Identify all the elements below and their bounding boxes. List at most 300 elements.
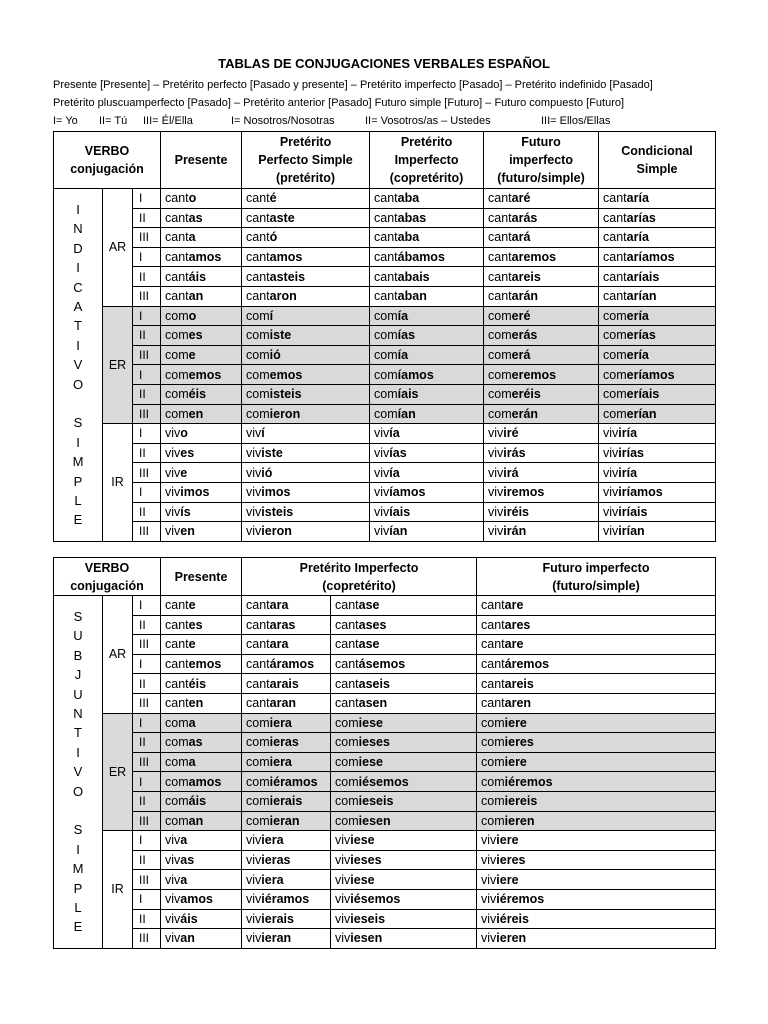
person-number: I — [133, 189, 161, 209]
mood-letter: T — [74, 725, 82, 741]
verb-ending: ase — [358, 637, 380, 652]
conjugation-cell — [242, 752, 331, 772]
conjugation-cell — [477, 713, 716, 733]
verb-ending: arais — [269, 676, 299, 691]
verb-group-ar: AR — [103, 189, 133, 307]
verb-ending: ía — [389, 465, 400, 480]
person-number: I — [133, 482, 161, 502]
verb-stem: cant — [165, 696, 189, 711]
conjugation-cell — [484, 247, 599, 267]
verb-stem: viv — [165, 524, 181, 539]
person-number: III — [133, 929, 161, 949]
conjugation-cell — [242, 674, 331, 694]
conjugation-cell — [484, 208, 599, 228]
mood-letter: I — [76, 744, 80, 760]
verb-ending: iesen — [358, 813, 391, 828]
verb-ending: amos — [188, 774, 222, 789]
verb-stem: com — [374, 406, 398, 421]
header-line: Simple — [636, 162, 678, 176]
verb-stem: com — [165, 755, 189, 770]
verb-stem: cant — [165, 598, 189, 613]
mood-letter: V — [73, 357, 83, 373]
verb-stem: com — [374, 348, 398, 363]
verb-ending: aren — [504, 696, 532, 711]
verb-stem: viv — [603, 446, 619, 461]
person-number: III — [133, 345, 161, 365]
verb-ending: en — [188, 406, 204, 421]
verb-stem: viv — [246, 853, 262, 868]
header-line: Pretérito — [279, 135, 332, 149]
verb-ending: iera — [269, 755, 292, 770]
verb-ending: emos — [269, 367, 303, 382]
conjugation-cell — [484, 384, 599, 404]
perfecto-header — [242, 132, 370, 189]
verb-stem: viv — [335, 892, 351, 907]
conjugation-cell — [331, 850, 477, 870]
verb-stem: com — [165, 406, 189, 421]
conjugation-cell — [331, 831, 477, 851]
verb-ending: irían — [618, 524, 645, 539]
imperfecto-header — [370, 132, 484, 189]
verb-stem: cant — [246, 250, 270, 265]
conjugation-cell — [242, 522, 370, 542]
verb-stem: cant — [481, 696, 505, 711]
conjugation-cell — [370, 443, 484, 463]
conjugation-cell — [161, 189, 242, 209]
verb-stem: viv — [481, 911, 497, 926]
conjugation-cell — [484, 424, 599, 444]
conjugation-cell — [242, 831, 331, 851]
conjugation-cell — [161, 424, 242, 444]
header-line: (copretérito) — [322, 578, 396, 593]
verb-stem: cant — [488, 269, 512, 284]
verb-ending: irás — [503, 446, 526, 461]
conjugation-cell — [161, 326, 242, 346]
verb-ending: aríamos — [626, 250, 675, 265]
verb-stem: com — [335, 735, 359, 750]
verb-stem: cant — [165, 191, 189, 206]
conjugation-cell — [331, 733, 477, 753]
mood-letter: D — [73, 240, 83, 256]
header-line: (futuro/simple) — [497, 171, 585, 185]
verb-ending: iese — [358, 715, 383, 730]
verb-stem: com — [165, 328, 189, 343]
verb-stem: com — [481, 755, 505, 770]
table-row — [54, 791, 716, 811]
verb-ending: iese — [350, 872, 375, 887]
verb-stem: cant — [481, 676, 505, 691]
verb-ending: eréis — [511, 387, 541, 402]
conjugation-cell — [599, 482, 716, 502]
conjugation-cell — [370, 228, 484, 248]
conjugation-cell — [477, 791, 716, 811]
conjugation-cell — [161, 482, 242, 502]
verb-ending: ías — [389, 446, 407, 461]
mood-letter: P — [73, 880, 83, 896]
verb-ending: aríais — [626, 269, 660, 284]
verb-ending: iríamos — [618, 485, 663, 500]
conjugation-cell — [161, 345, 242, 365]
verb-ending: erás — [511, 328, 538, 343]
verb-ending: aría — [626, 230, 649, 245]
verb-stem: com — [165, 715, 189, 730]
conjugation-cell — [484, 286, 599, 306]
verb-stem: cant — [335, 696, 359, 711]
conjugation-cell — [242, 713, 331, 733]
header-line: (pretérito) — [276, 171, 336, 185]
verb-ending: aremos — [511, 250, 557, 265]
verb-ending: ieran — [269, 813, 300, 828]
person-number: III — [133, 286, 161, 306]
conjugation-cell — [161, 384, 242, 404]
verb-stem: cant — [374, 191, 398, 206]
person-number: I — [133, 772, 161, 792]
conjugation-cell — [370, 404, 484, 424]
mood-letter: A — [73, 298, 83, 314]
verb-stem: cant — [603, 191, 627, 206]
verb-ending: iéremos — [496, 892, 545, 907]
verb-ending: eré — [511, 308, 531, 323]
conjugation-cell — [161, 502, 242, 522]
person-number: II — [133, 326, 161, 346]
legend-item: I= Nosotros/Nosotras — [231, 115, 335, 127]
verb-stem: viv — [481, 892, 497, 907]
verb-ending: iéramos — [261, 892, 310, 907]
header-line: Condicional — [621, 144, 693, 158]
verb-ending: iésemos — [350, 892, 401, 907]
verb-stem: viv — [165, 833, 181, 848]
conjugation-cell — [331, 772, 477, 792]
verb-ending: aste — [269, 210, 295, 225]
table-row — [54, 733, 716, 753]
verb-stem: cant — [374, 269, 398, 284]
verb-stem: cant — [165, 269, 189, 284]
verb-ending: en — [180, 524, 195, 539]
conjugation-cell — [477, 654, 716, 674]
verb-stem: viv — [488, 504, 504, 519]
verb-stem: viv — [374, 446, 390, 461]
verb-stem: com — [335, 794, 359, 809]
conjugation-cell — [477, 752, 716, 772]
verb-ending: éis — [188, 676, 207, 691]
verb-stem: com — [603, 348, 627, 363]
verb-ending: ase — [358, 598, 380, 613]
verb-stem: com — [165, 387, 189, 402]
table-row — [54, 772, 716, 792]
verb-ending: iesen — [350, 931, 383, 946]
conjugation-cell — [161, 522, 242, 542]
conjugation-cell — [242, 791, 331, 811]
mood-letter: M — [72, 861, 84, 877]
legend-item: II= Vosotros/as – Ustedes — [365, 115, 491, 127]
conjugation-cell — [477, 889, 716, 909]
verb-stem: com — [481, 813, 505, 828]
mood-label — [54, 189, 103, 542]
verb-group-er: ER — [103, 713, 133, 831]
verb-ending: aran — [269, 696, 297, 711]
conjugation-cell — [599, 443, 716, 463]
verb-ending: eremos — [511, 367, 557, 382]
table-row — [54, 286, 716, 306]
table-row — [54, 870, 716, 890]
verb-ending: abais — [397, 269, 430, 284]
conjugation-cell — [484, 306, 599, 326]
table-row — [54, 228, 716, 248]
conjugation-cell — [242, 326, 370, 346]
verb-stem: viv — [488, 446, 504, 461]
verb-ending: e — [188, 598, 196, 613]
conjugation-cell — [242, 811, 331, 831]
verb-stem: com — [246, 794, 270, 809]
verb-ending: ían — [389, 524, 408, 539]
verb-ending: ierais — [261, 911, 294, 926]
conjugation-cell — [242, 208, 370, 228]
conjugation-cell — [161, 654, 242, 674]
verb-stem: cant — [488, 250, 512, 265]
verb-ending: es — [188, 617, 203, 632]
conjugation-cell — [484, 404, 599, 424]
mood-letter: N — [73, 705, 83, 721]
conjugation-cell — [242, 772, 331, 792]
verb-ending: o — [188, 191, 197, 206]
verb-stem: cant — [488, 210, 512, 225]
verb-ending: en — [188, 696, 204, 711]
verb-ending: imos — [180, 485, 210, 500]
conjugation-cell — [370, 286, 484, 306]
table-row — [54, 654, 716, 674]
table-row — [54, 635, 716, 655]
verb-stem: com — [246, 387, 270, 402]
conjugation-cell — [599, 345, 716, 365]
verb-ending: isteis — [269, 387, 302, 402]
person-number: I — [133, 365, 161, 385]
table-row — [54, 267, 716, 287]
conjugation-cell — [477, 772, 716, 792]
person-number: III — [133, 811, 161, 831]
verb-ending: a — [188, 715, 196, 730]
mood-letter: S — [73, 608, 83, 624]
verb-ending: ería — [626, 308, 649, 323]
table-row — [54, 929, 716, 949]
verb-ending: arán — [511, 289, 539, 304]
conjugation-cell — [161, 791, 242, 811]
conjugation-cell — [242, 850, 331, 870]
verb-ending: é — [269, 191, 277, 206]
table-row — [54, 247, 716, 267]
verb-stem: viv — [603, 485, 619, 500]
person-number: II — [133, 733, 161, 753]
mood-letter: N — [73, 221, 83, 237]
verb-stem: com — [335, 813, 359, 828]
verb-stem: viv — [246, 524, 262, 539]
verb-ending: íamos — [389, 485, 426, 500]
verb-stem: viv — [246, 872, 262, 887]
conjugation-cell — [331, 674, 477, 694]
verb-ending: iéremos — [504, 774, 553, 789]
header-verbo: VERBO — [84, 560, 130, 575]
verb-stem: cant — [246, 617, 270, 632]
verb-group-er: ER — [103, 306, 133, 424]
verb-ending: as — [180, 853, 195, 868]
conjugation-cell — [242, 247, 370, 267]
verb-stem: cant — [481, 657, 505, 672]
conjugation-cell — [242, 384, 370, 404]
conjugation-cell — [242, 615, 331, 635]
verb-ending: an — [188, 289, 204, 304]
conjugation-cell — [161, 693, 242, 713]
verb-stem: com — [374, 367, 398, 382]
verb-ending: í — [269, 308, 274, 323]
verb-stem: cant — [165, 617, 189, 632]
verb-ending: e — [180, 465, 188, 480]
verb-stem: cant — [246, 637, 270, 652]
verbo-conjugacion-header — [54, 558, 161, 596]
indicative-table — [53, 131, 716, 542]
table-row — [54, 424, 716, 444]
verb-stem: viv — [481, 853, 497, 868]
verb-ending: as — [188, 735, 203, 750]
verb-stem: cant — [603, 230, 627, 245]
verb-ending: iría — [618, 426, 638, 441]
person-number: I — [133, 424, 161, 444]
conjugation-cell — [242, 502, 370, 522]
verb-stem: com — [481, 715, 505, 730]
verb-stem: viv — [165, 446, 181, 461]
verb-ending: irán — [503, 524, 527, 539]
verb-stem: cant — [246, 230, 270, 245]
header-line: Futuro imperfecto — [542, 560, 650, 575]
table-row — [54, 208, 716, 228]
conjugation-cell — [484, 502, 599, 522]
verb-ending: ábamos — [397, 250, 445, 265]
conjugation-cell — [599, 247, 716, 267]
verb-ending: a — [180, 872, 188, 887]
conjugation-cell — [161, 286, 242, 306]
conjugation-cell — [242, 404, 370, 424]
mood-letter: O — [72, 783, 84, 799]
verb-ending: irías — [618, 446, 645, 461]
verb-stem: cant — [374, 230, 398, 245]
verb-stem: cant — [165, 637, 189, 652]
verb-ending: es — [180, 446, 195, 461]
conjugation-cell — [242, 596, 331, 616]
verb-ending: ió — [261, 465, 273, 480]
conjugation-cell — [370, 326, 484, 346]
verb-stem: viv — [481, 833, 497, 848]
mood-label — [54, 596, 103, 949]
verb-stem: com — [246, 406, 270, 421]
table-row — [54, 463, 716, 483]
verb-ending: arían — [626, 289, 657, 304]
verb-stem: com — [488, 387, 512, 402]
verb-ending: ían — [397, 406, 416, 421]
person-number: I — [133, 596, 161, 616]
table-row — [54, 404, 716, 424]
conjugation-cell — [331, 693, 477, 713]
verb-stem: cant — [603, 289, 627, 304]
verb-stem: com — [374, 387, 398, 402]
conjugation-cell — [161, 674, 242, 694]
conjugation-cell — [242, 733, 331, 753]
mood-letter: B — [73, 647, 83, 663]
table-row — [54, 752, 716, 772]
verb-ending: arás — [511, 210, 538, 225]
mood-letter: I — [76, 337, 80, 353]
verb-ending: a — [188, 230, 196, 245]
verb-ending: ares — [504, 617, 531, 632]
verb-stem: com — [481, 794, 505, 809]
header-verbo: VERBO — [84, 144, 130, 158]
person-number: I — [133, 889, 161, 909]
verb-ending: iste — [261, 446, 283, 461]
verb-ending: ieseis — [358, 794, 394, 809]
verb-stem: cant — [374, 289, 398, 304]
verb-stem: com — [488, 308, 512, 323]
conjugation-cell — [484, 228, 599, 248]
verb-stem: cant — [335, 617, 359, 632]
conjugation-cell — [370, 365, 484, 385]
verb-stem: cant — [165, 230, 189, 245]
verb-stem: cant — [165, 289, 189, 304]
conjugation-cell — [242, 654, 331, 674]
verb-ending: iremos — [503, 485, 545, 500]
verb-stem: com — [246, 328, 270, 343]
verb-stem: com — [335, 715, 359, 730]
verb-ending: iera — [269, 715, 292, 730]
verb-ending: eríais — [626, 387, 660, 402]
conjugation-cell — [599, 208, 716, 228]
verb-stem: viv — [165, 931, 181, 946]
person-number: II — [133, 502, 161, 522]
conjugation-cell — [331, 596, 477, 616]
table-row — [54, 674, 716, 694]
verb-ending: erá — [511, 348, 531, 363]
mood-letter: S — [73, 415, 83, 431]
conjugation-cell — [161, 831, 242, 851]
conjugation-cell — [370, 247, 484, 267]
table-row — [54, 693, 716, 713]
table-row — [54, 189, 716, 209]
verb-ending: ieras — [269, 735, 299, 750]
conjugation-cell — [370, 384, 484, 404]
mood-letter: I — [76, 201, 80, 217]
conjugation-cell — [370, 267, 484, 287]
mood-letter: C — [73, 279, 83, 295]
conjugation-cell — [599, 463, 716, 483]
verb-stem: cant — [246, 696, 270, 711]
verb-stem: viv — [246, 504, 262, 519]
verb-ending: a — [188, 755, 196, 770]
conjugation-cell — [242, 189, 370, 209]
conjugation-cell — [331, 929, 477, 949]
verb-stem: viv — [603, 465, 619, 480]
person-number: I — [133, 654, 161, 674]
verb-ending: iere — [504, 755, 527, 770]
conjugation-cell — [161, 247, 242, 267]
verb-stem: com — [246, 813, 270, 828]
mood-letter: M — [72, 454, 84, 470]
verb-stem: cant — [481, 637, 505, 652]
verb-ending: aba — [397, 230, 420, 245]
verb-ending: áramos — [269, 657, 315, 672]
verb-stem: cant — [481, 617, 505, 632]
verbo-conjugacion-header — [54, 132, 161, 189]
verb-ending: íais — [389, 504, 411, 519]
conjugation-cell — [331, 713, 477, 733]
verb-stem: com — [165, 367, 189, 382]
verb-ending: irá — [503, 465, 519, 480]
verb-stem: com — [488, 328, 512, 343]
